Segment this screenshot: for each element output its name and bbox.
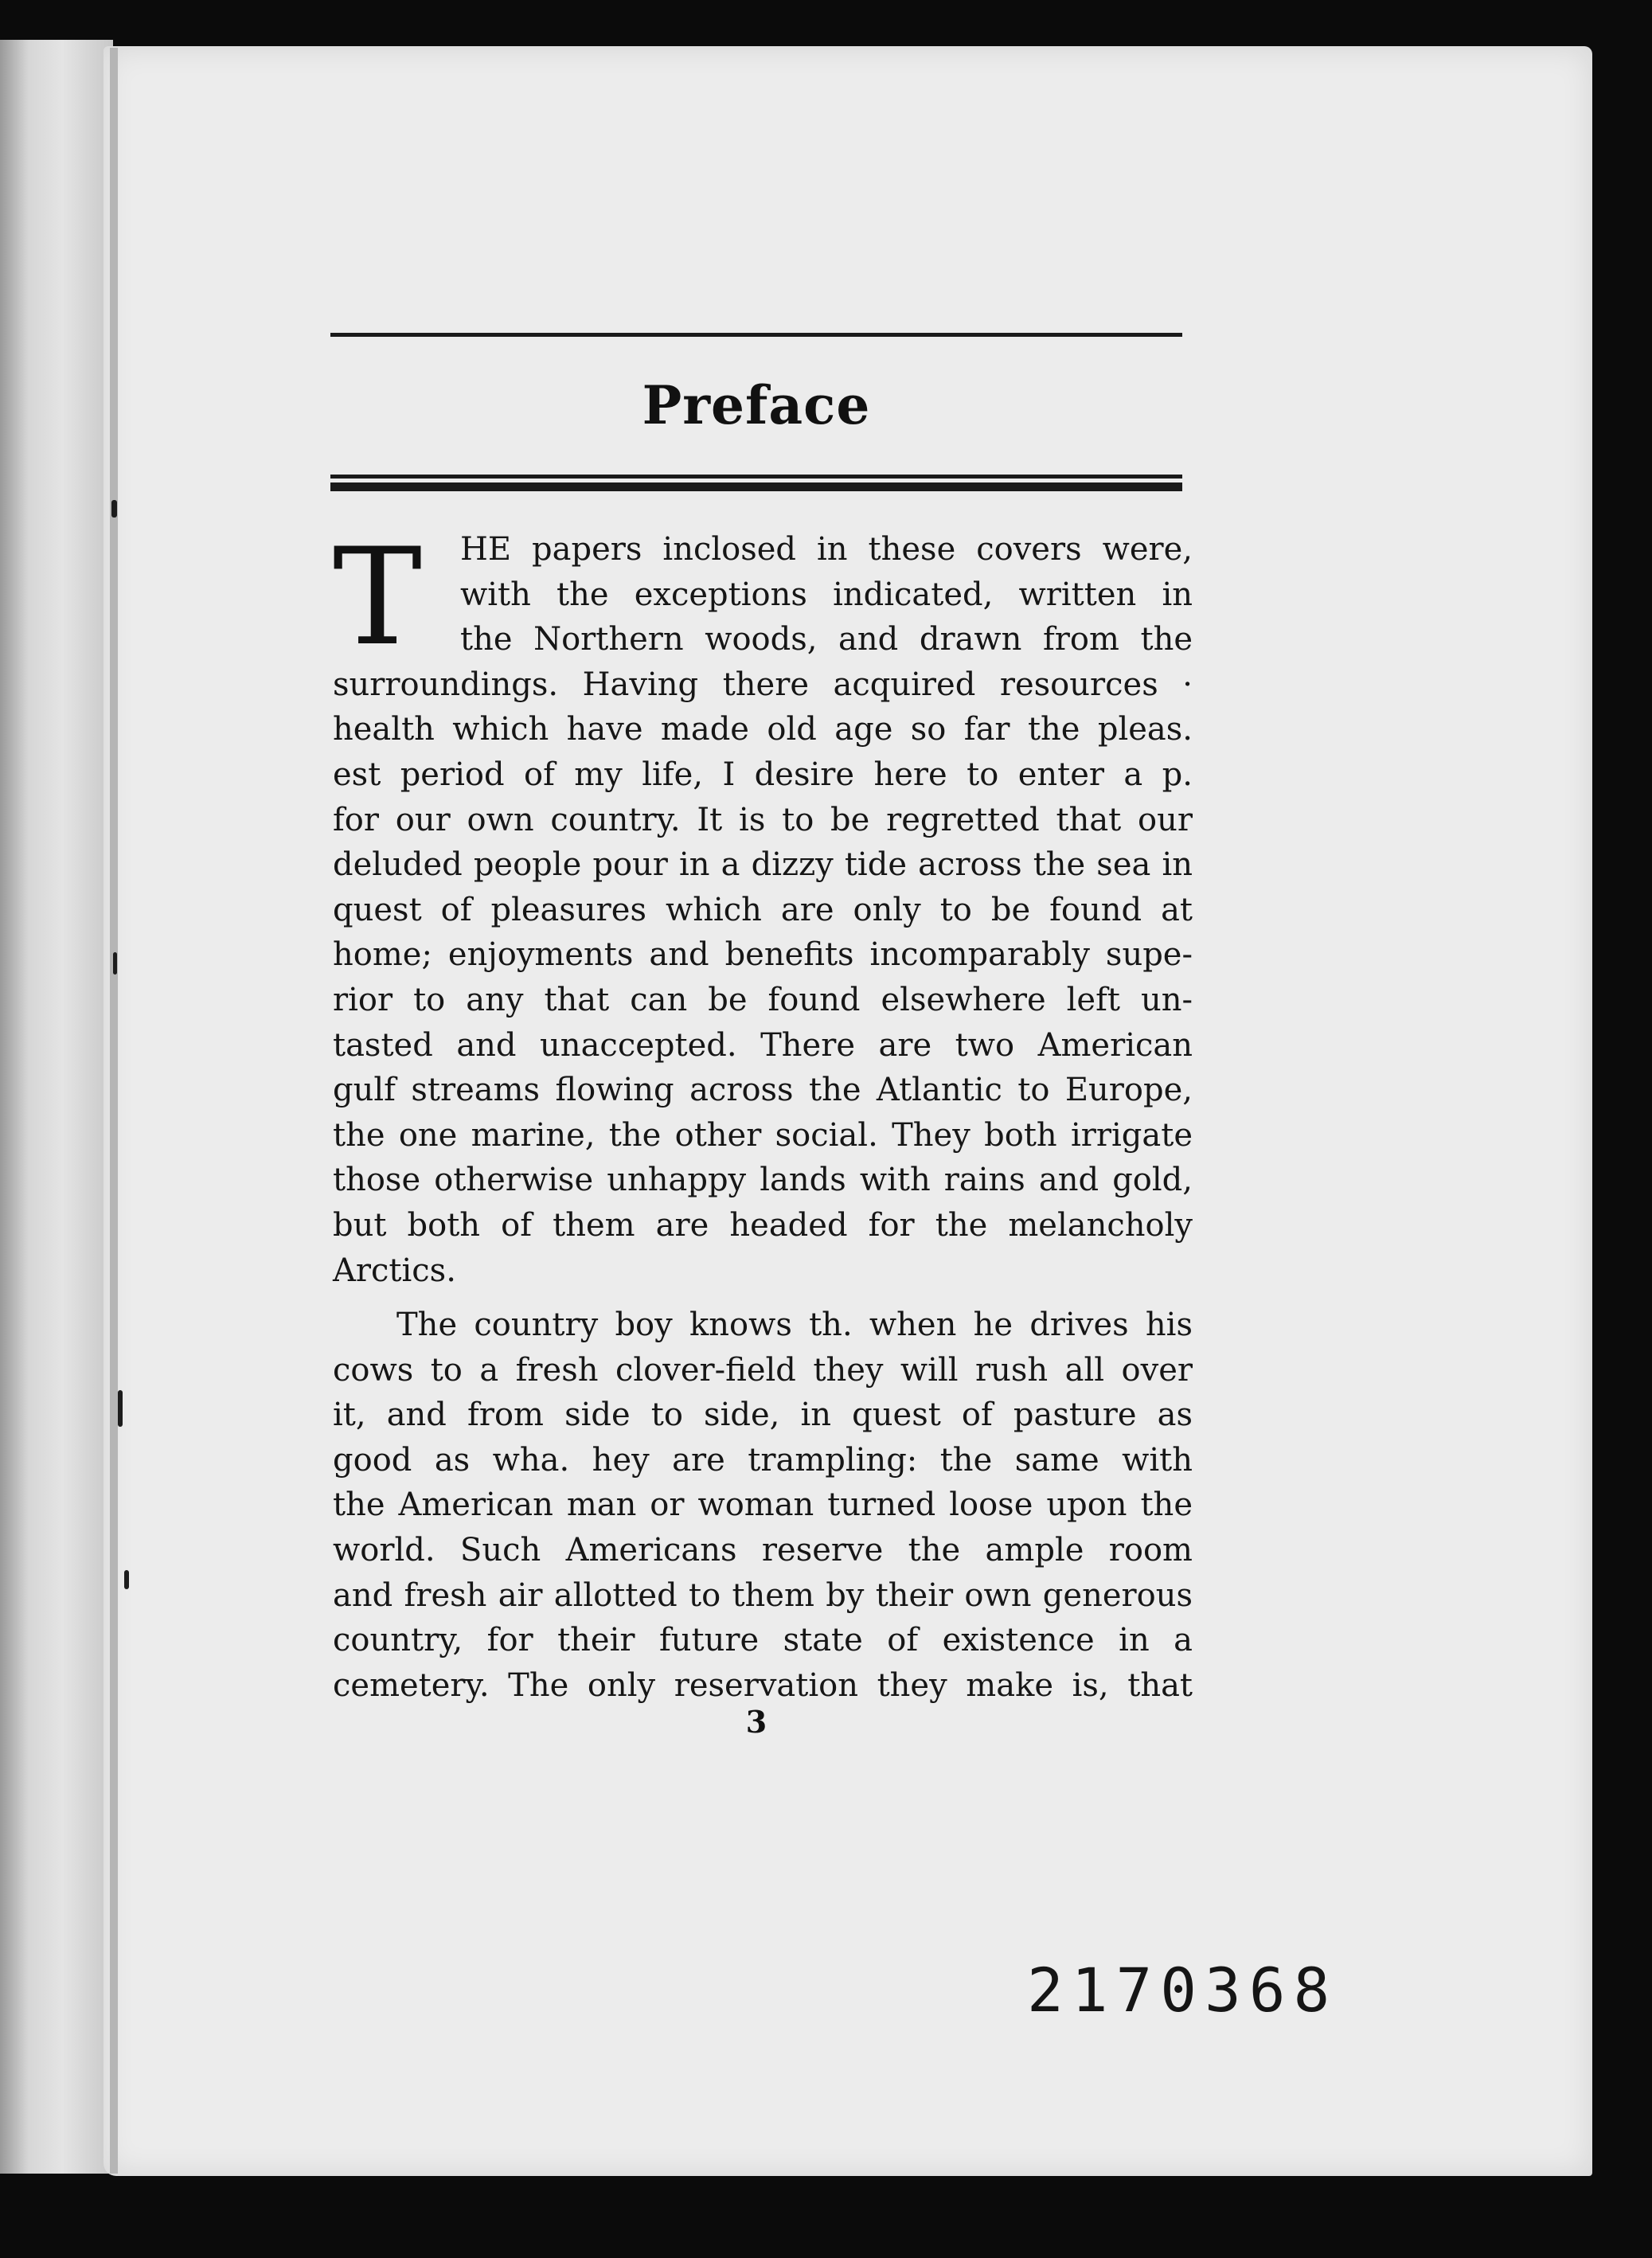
page-gutter: [110, 48, 118, 2174]
text-line: world. Such Americans reserve the ample room: [333, 1532, 1193, 1569]
text-line: for our own country. It is to be regretted that our: [333, 801, 1193, 838]
text-line: Arctics.: [333, 1252, 456, 1289]
text-line: est period of my life, I desire here to enter a p.: [333, 756, 1193, 793]
text-line: tasted and unaccepted. There are two American: [333, 1026, 1193, 1064]
text-line: it, and from side to side, in quest of pasture as: [333, 1397, 1193, 1434]
text-line: the Northern woods, and drawn from the: [460, 621, 1193, 658]
drop-cap: T: [333, 519, 423, 675]
left-page-edge: [0, 40, 113, 2174]
gutter-mark: [124, 1570, 129, 1589]
text-line: the one marine, the other social. They both irrigate: [333, 1116, 1193, 1154]
text-line: country, for their future state of existence in a: [333, 1622, 1193, 1659]
text-line: The country boy knows th. when he drives his: [396, 1307, 1193, 1344]
text-line: home; enjoyments and benefits incomparably supe-: [333, 936, 1193, 974]
paragraph-gap: [333, 1293, 1193, 1303]
top-rule: [330, 333, 1182, 337]
text-line: good as wha. hey are trampling: the same with: [333, 1441, 1193, 1479]
page-title: Preface: [642, 374, 871, 436]
text-line: and fresh air allotted to them by their own generous: [333, 1576, 1193, 1614]
text-line: surroundings. Having there acquired resources ·: [333, 666, 1193, 703]
catalog-number-stamp: 2170368: [1027, 1955, 1338, 2026]
text-line: cows to a fresh clover-field they will rush all over: [333, 1351, 1193, 1389]
text-line: health which have made old age so far the pleas.: [333, 711, 1193, 748]
body-text: [333, 519, 1193, 1708]
title-double-rule-bottom: [330, 482, 1182, 491]
text-line: cemetery. The only reservation they make is, that: [333, 1666, 1193, 1704]
gutter-mark: [113, 952, 117, 975]
text-line: those otherwise unhappy lands with rains and gold,: [333, 1162, 1193, 1199]
text-line: gulf streams flowing across the Atlantic to Europe,: [333, 1072, 1193, 1109]
text-line: rior to any that can be found elsewhere left un-: [333, 981, 1193, 1018]
text-line: with the exceptions indicated, written in: [460, 576, 1193, 613]
text-line: deluded people pour in a dizzy tide across the sea in: [333, 846, 1193, 884]
title-double-rule-top: [330, 475, 1182, 479]
gutter-mark: [111, 500, 117, 518]
gutter-mark: [118, 1390, 123, 1427]
text-line: but both of them are headed for the melancholy: [333, 1206, 1193, 1244]
text-line: the American man or woman turned loose upon the: [333, 1486, 1193, 1524]
text-line: HE papers inclosed in these covers were,: [460, 531, 1193, 568]
page-number: 3: [745, 1704, 767, 1740]
text-line: quest of pleasures which are only to be found at: [333, 891, 1193, 928]
